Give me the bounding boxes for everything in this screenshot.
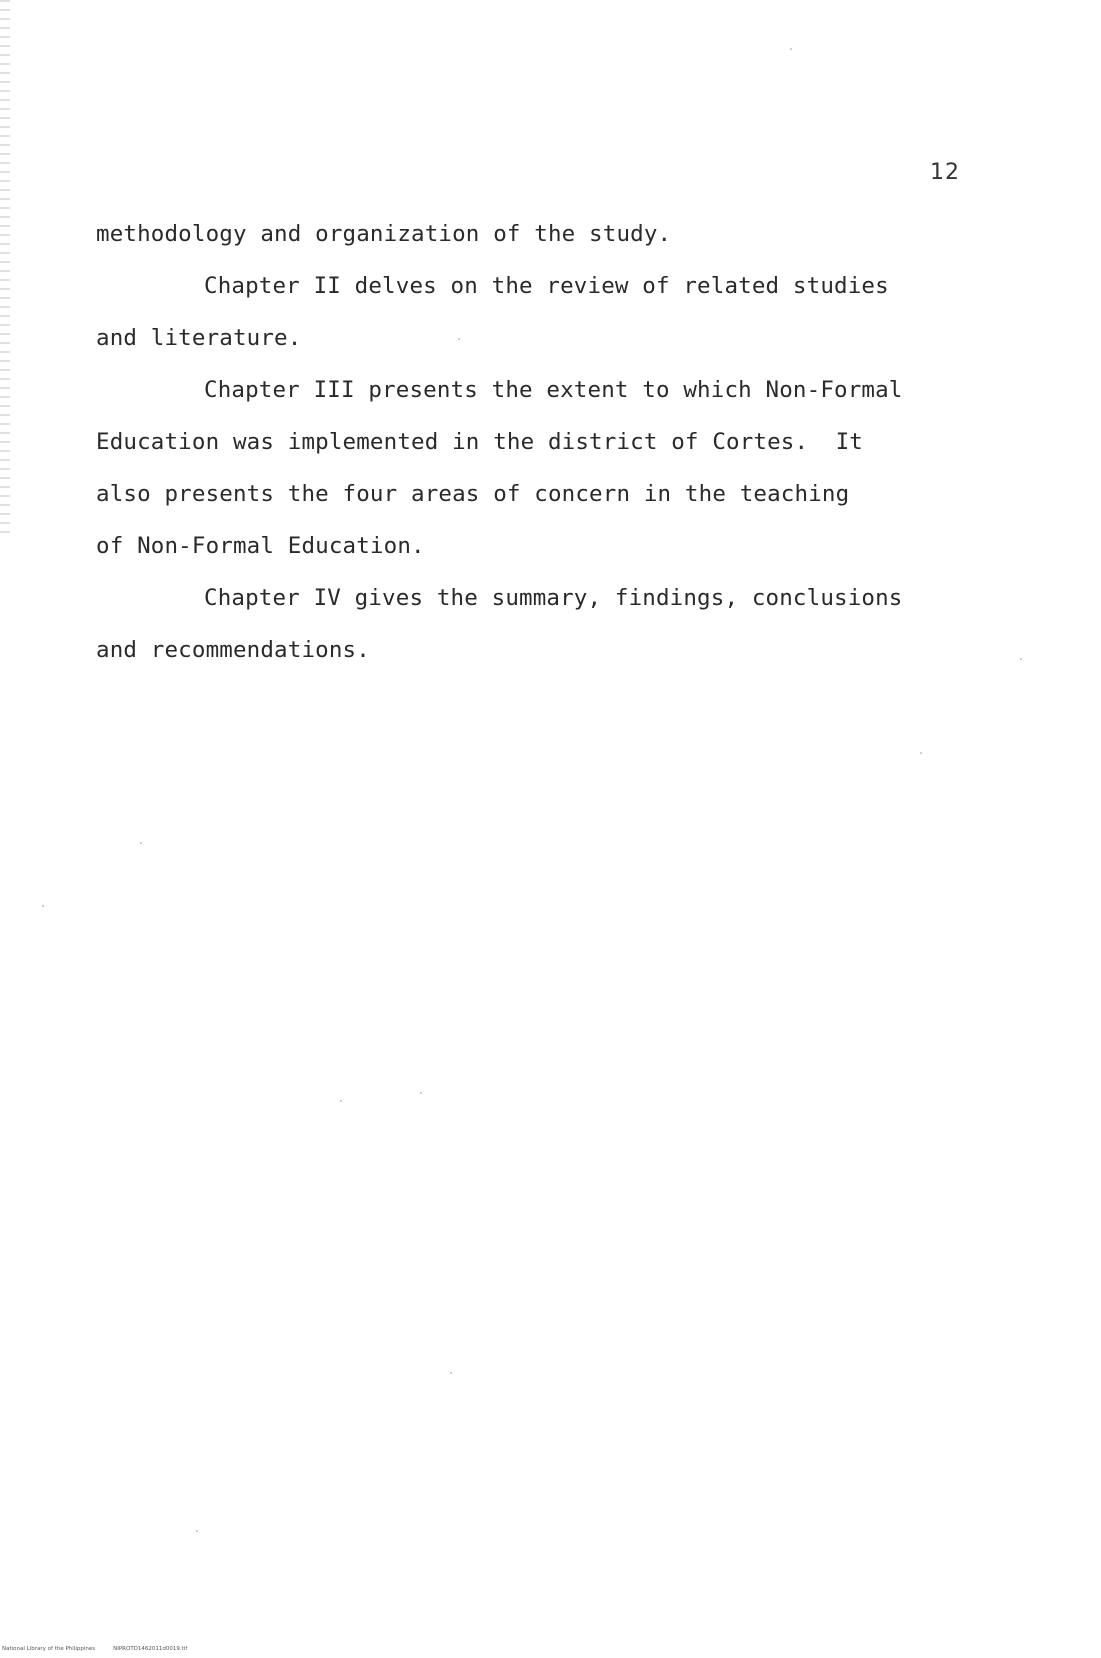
text-line: Education was implemented in the district of Cortes. It <box>96 429 863 455</box>
scan-binding-edge <box>0 0 10 540</box>
text-line: methodology and organization of the study. <box>96 221 672 247</box>
scan-speck <box>420 1092 422 1094</box>
body-text <box>96 208 996 676</box>
text-line: Chapter IV gives the summary, findings, conclusions <box>204 585 903 611</box>
scan-speck <box>196 1530 198 1532</box>
scan-speck <box>790 48 792 50</box>
page-number: 12 <box>930 160 960 185</box>
scan-speck <box>1020 658 1022 660</box>
scan-speck <box>340 1100 342 1102</box>
scan-speck <box>140 842 142 844</box>
text-line: and recommendations. <box>96 637 370 663</box>
footer-file: NIPROTD1462011d0019.tif <box>113 1646 188 1652</box>
scan-speck <box>920 752 922 754</box>
scan-speck <box>458 338 460 340</box>
scan-speck <box>450 1372 452 1374</box>
scan-speck <box>42 905 44 907</box>
text-line: of Non-Formal Education. <box>96 533 425 559</box>
text-line: Chapter II delves on the review of related studies <box>204 273 889 299</box>
footer-library: National Library of the Philippines <box>2 1646 96 1652</box>
scan-footer <box>2 1646 302 1652</box>
text-line: also presents the four areas of concern in the teaching <box>96 481 850 507</box>
text-line: Chapter III presents the extent to which Non-Formal <box>204 377 903 403</box>
text-line: and literature. <box>96 325 302 351</box>
